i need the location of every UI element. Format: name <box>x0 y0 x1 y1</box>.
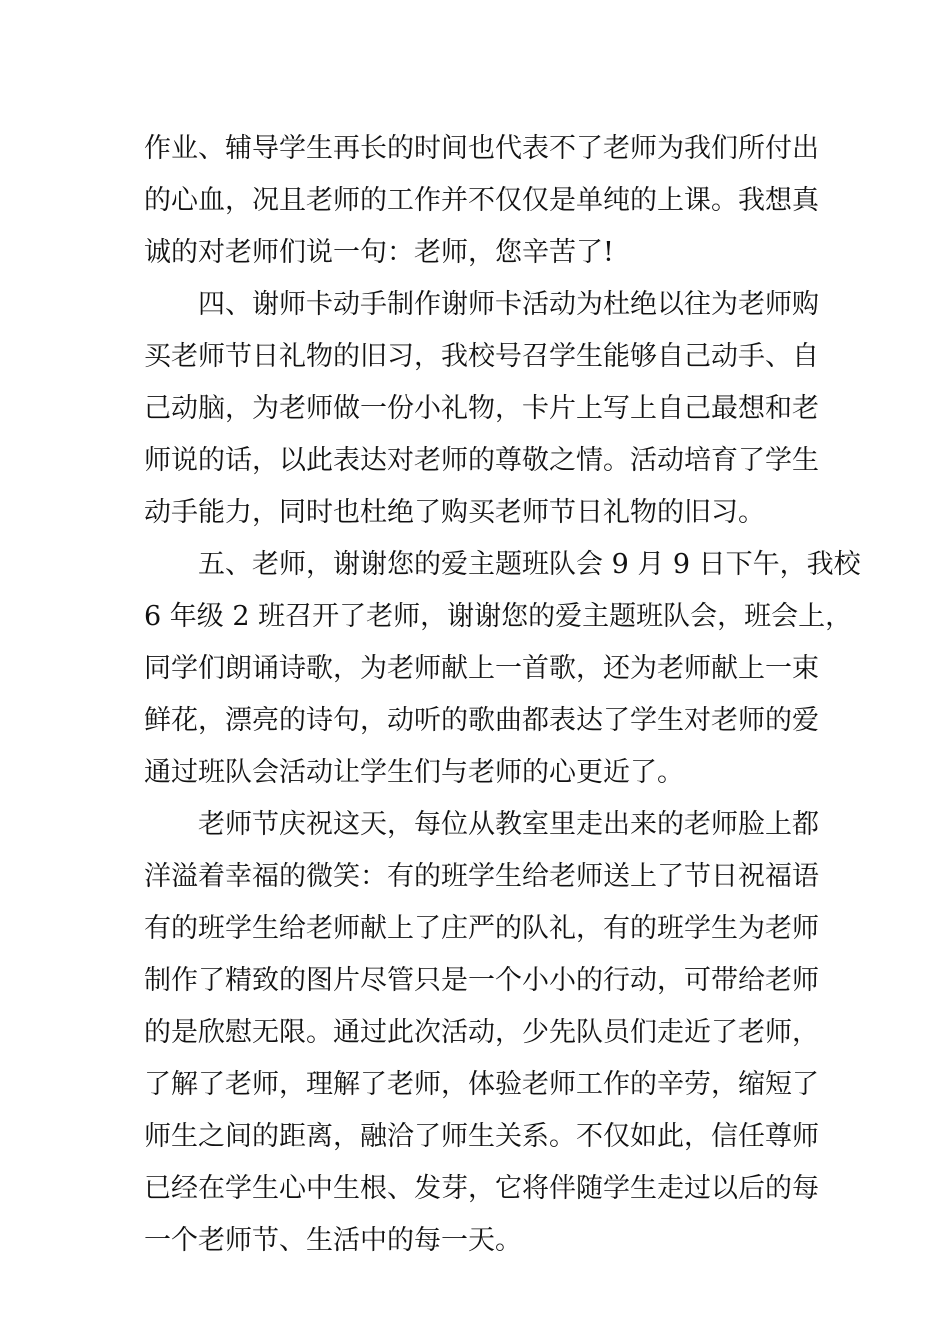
text-line: 通过班队会活动让学生们与老师的心更近了。 <box>144 757 684 788</box>
text-line: 五、老师，谢谢您的爱主题班队会 9 月 9 日下午，我校 <box>198 549 861 580</box>
text-line: 四、谢师卡动手制作谢师卡活动为杜绝以往为老师购 <box>198 289 819 320</box>
text-line: 鲜花，漂亮的诗句，动听的歌曲都表达了学生对老师的爱 <box>144 705 819 736</box>
text-line: 的是欣慰无限。通过此次活动，少先队员们走近了老师， <box>144 1017 819 1048</box>
text-line: 买老师节日礼物的旧习，我校号召学生能够自己动手、自 <box>144 341 819 372</box>
text-line: 6 年级 2 班召开了老师，谢谢您的爱主题班队会，班会上， <box>144 601 853 632</box>
text-line: 作业、辅导学生再长的时间也代表不了老师为我们所付出 <box>144 133 819 164</box>
text-line: 同学们朗诵诗歌，为老师献上一首歌，还为老师献上一束 <box>144 653 819 684</box>
text-line: 制作了精致的图片尽管只是一个小小的行动，可带给老师 <box>144 965 819 996</box>
text-line: 诚的对老师们说一句：老师，您辛苦了! <box>144 237 614 268</box>
text-line: 老师节庆祝这天，每位从教室里走出来的老师脸上都 <box>198 809 819 840</box>
text-line: 一个老师节、生活中的每一天。 <box>144 1225 522 1256</box>
text-line: 了解了老师，理解了老师，体验老师工作的辛劳，缩短了 <box>144 1069 819 1100</box>
text-line: 己动脑，为老师做一份小礼物，卡片上写上自己最想和老 <box>144 393 819 424</box>
text-line: 动手能力，同时也杜绝了购买老师节日礼物的旧习。 <box>144 497 765 528</box>
text-line: 洋溢着幸福的微笑：有的班学生给老师送上了节日祝福语 <box>144 861 819 892</box>
text-line: 已经在学生心中生根、发芽，它将伴随学生走过以后的每 <box>144 1173 819 1204</box>
text-line: 有的班学生给老师献上了庄严的队礼，有的班学生为老师 <box>144 913 819 944</box>
text-line: 师说的话，以此表达对老师的尊敬之情。活动培育了学生 <box>144 445 819 476</box>
text-line: 师生之间的距离，融洽了师生关系。不仅如此，信任尊师 <box>144 1121 819 1152</box>
text-line: 的心血，况且老师的工作并不仅仅是单纯的上课。我想真 <box>144 185 819 216</box>
